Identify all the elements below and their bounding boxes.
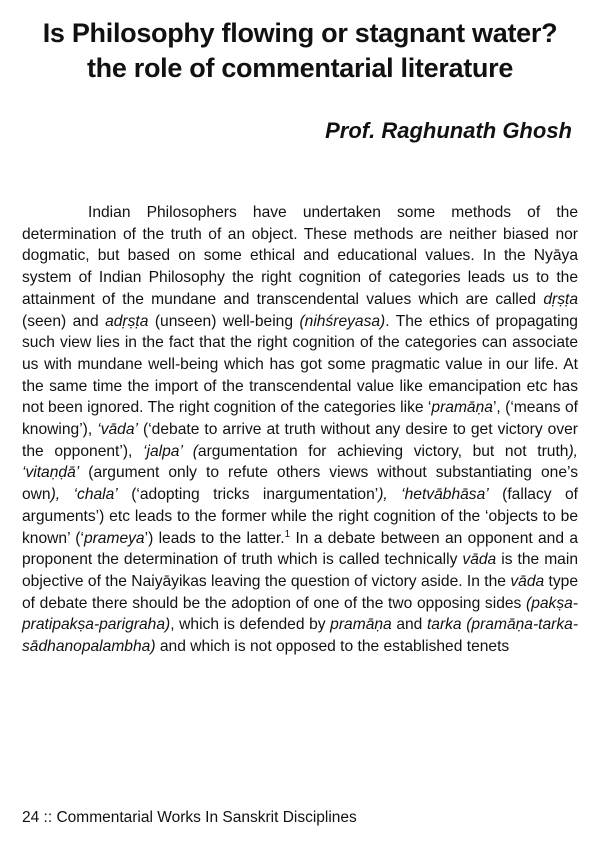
text-run: . The ethics of propagating such view lies in the fact that the right cognition of the categories can associate us with mundane well-being which has got some pragmatic value in our life. At the same time the import of the transcendental value like emancipation etc has not been ignored. The right cognition of the categories like ‘ xyxy=(22,312,578,417)
term-vitanda: ), ‘vitaṇḍā’ xyxy=(22,442,578,482)
term-paksa-pratipaksa-parigraha: (pakṣa-pratipakṣa-parigraha) xyxy=(22,594,578,634)
author-name: Prof. Raghunath Ghosh xyxy=(325,118,572,143)
text-run: and xyxy=(391,616,427,634)
term-pramana-tarka-sadhanopalambha: (pramāṇa-tarka-sādhanopalambha) xyxy=(22,616,579,656)
term-hetvabhasa: ), ‘hetvābhāsa’ xyxy=(378,486,489,504)
text-run: (fallacy of arguments’) etc leads to the former while the right cognition of the ‘objects to be known’ (‘ xyxy=(22,486,578,547)
text-run: argumentation for achieving victory, but not truth xyxy=(197,442,569,460)
text-run: (argument only to refute others views without substantiating one’s own xyxy=(22,464,578,504)
chapter-title-line-1: Is Philosophy flowing or stagnant water? xyxy=(42,18,558,48)
term-vada: ‘vāda’ xyxy=(97,421,138,439)
text-run: is the main objective of the Naiyāyikas leaving the question of victory aside. In the xyxy=(22,551,578,590)
term-vada: vāda xyxy=(510,572,545,590)
text-run: type of debate there should be the adoption of one of the two opposing sides xyxy=(22,572,579,612)
footnote-marker[interactable]: 1 xyxy=(284,528,291,540)
term-prameya: prameya xyxy=(83,529,145,547)
text-run: ’) leads to the latter. xyxy=(144,529,285,547)
page-footer: 24 :: Commentarial Works In Sanskrit Disciplines xyxy=(22,809,357,826)
text-run: ’, ( xyxy=(492,399,511,417)
text-run: Indian Philosophers have undertaken some methods of the determination of the truth of an object. These methods are neither biased nor dogmatic, but based on some ethical and educational values. In the Nyāya system of Indian Philosophy the right cognition of categories leads us to the attainment of the mundane and transcendental values which are called xyxy=(22,204,578,308)
term-tarka: tarka xyxy=(426,616,462,634)
text-run: and which is not opposed to the established tenets xyxy=(155,638,510,656)
term-drsta: dṛṣṭa xyxy=(543,290,578,308)
term-nihsreyasa: (nihśreyasa) xyxy=(299,312,386,330)
body-paragraph xyxy=(22,202,578,658)
text-run: (seen) and xyxy=(22,312,106,330)
text-run: , which is defended by xyxy=(170,616,331,634)
text-run: ‘means of knowing’), xyxy=(22,399,578,439)
term-chala: ), ‘chala’ xyxy=(50,486,118,504)
text-run: In a debate between an opponent and a proponent the determination of truth which is called technically xyxy=(22,529,578,569)
term-vada: vāda xyxy=(462,551,497,569)
term-jalpa: ‘jalpa’ ( xyxy=(143,442,198,460)
text-run: (unseen) well-being xyxy=(148,312,300,330)
body-paragraph-container xyxy=(22,202,578,658)
text-run: (‘debate to arrive at truth without any desire to get victory over the opponent’), xyxy=(22,421,578,460)
term-pramana: pramāṇa xyxy=(431,399,493,417)
term-adrsta: adṛṣṭa xyxy=(105,312,149,330)
text-run: (‘adopting tricks inargumentation’ xyxy=(117,486,379,504)
chapter-title-line-2: the role of commentarial literature xyxy=(86,53,514,83)
term-pramana: pramāṇa xyxy=(330,616,392,634)
